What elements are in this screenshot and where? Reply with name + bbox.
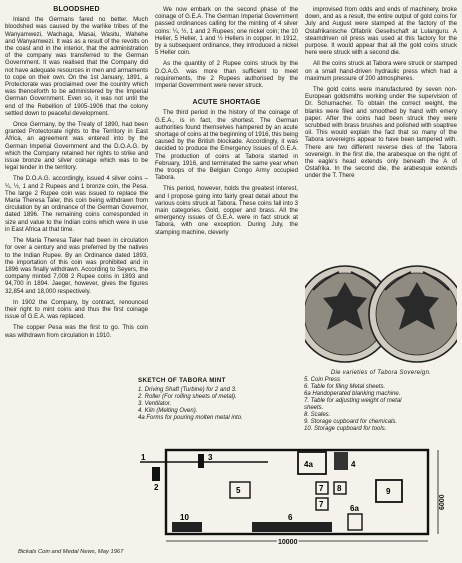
paragraph: This period, however, holds the greatest interest, and I propose going into fairly great detail about the various coins struck at Tabora. These coins fall into 3 main categories. Gold, copper and brass. All the emergency issues of G.E.A. were in fact struck at Tabora, with one exception. During July, the stamping machine, cleverly [155, 185, 298, 236]
paragraph: We now embark on the second phase of the coinage of G.E.A. The German Imperial Government passed ordinances calling for the minting of 4 silver coins: ¼, ½, 1 and 2 Rupees; one nickel coin; the 10 Heller, 5 Heller, 1 and ½ Hellers in copper. In 1912, by a subsequent ordinance, they introduced a nickel 5 Heller coin. [155, 6, 298, 57]
footer-source: Bickals Coin and Medal News, May 1967 [18, 549, 124, 555]
plan-label-4: 4 [351, 460, 356, 469]
text-column-3 [305, 6, 457, 184]
plan-item-10 [172, 522, 202, 532]
plan-label-9: 9 [386, 487, 391, 496]
plan-label-8: 8 [337, 484, 342, 493]
legend-item: 7. Table for adjusting weight of metal [304, 398, 402, 404]
heading-bloodshed: BLOODSHED [53, 6, 100, 13]
paragraph: The copper Pesa was the first to go. This coin was withdrawn from circulation in 1910. [5, 324, 148, 339]
plan-label-6: 6 [288, 513, 293, 522]
legend-item: 10. Storage cupboard for tools. [304, 426, 387, 432]
text-column-2 [155, 6, 298, 240]
plan-label-2: 2 [154, 483, 159, 492]
paragraph: All the coins struck at Tabora were struck or stamped on a small hand-driven hydraulic press which had a maximum pressure of 200 atmospheres. [305, 60, 457, 82]
paragraph: improvised from odds and ends of machinery, broke down, and as a result, the entire output of gold coins for July and August were stamped at the factory of the Ostafrikanische Olfabrik Gesellschaft at Lulanguru. A steamdriven oil press was used at this factory for the purpose. It would appear that all the gold coins struck here were struck with a second die. [305, 6, 457, 57]
plan-height-label: 6000 [439, 494, 446, 510]
plan-label-3: 3 [208, 453, 213, 462]
mint-floor-plan [138, 440, 458, 548]
coin-die-illustration [305, 260, 457, 368]
plan-item-2 [152, 467, 160, 481]
plan-item-3 [198, 454, 204, 468]
legend-item: 3. Ventilator. [138, 401, 172, 407]
sketch-legend-right [304, 377, 458, 433]
paragraph: In 1902 the Company, by contract, renounced their right to mint coins and thus the first coinage issue of G.E.A. was replaced. [5, 298, 148, 321]
legend-item: 1. Driving Shaft (Turbine) for 2 and 3. [138, 387, 237, 393]
plan-label-1: 1 [141, 453, 146, 462]
paragraph: The Maria Theresa Taler had been in circulation for over a century and was preferred by the natives to the Indian Rupee. By an Ordinance dated 1893, the importation of this coin was prohibited and in 1896 was finally withdrawn. According to Seyers, the company minted 7,008 2 Rupee coins in 1893 and 94,700 in 1894. Jaeger, however, gives the figures 32,854 and 18,000 respectively. [5, 237, 148, 295]
coin-right-image [369, 266, 457, 362]
paragraph: Once Germany, by the Treaty of 1890, had been granted Protectorate rights to the Territory in East Africa, an agreement was entered into by the German Imperial Government and the D.O.A.G. by which the Company retained her rights to strike and issue bronze and silver coinage which was to be legal tender in the territory. [5, 121, 148, 172]
plan-label-5: 5 [236, 486, 241, 495]
plan-item-6 [252, 522, 332, 532]
plan-label-7b: 7 [319, 500, 324, 509]
plan-width-label: 10000 [278, 539, 298, 546]
legend-item: 2. Roller (For rolling sheets of metal). [138, 394, 237, 400]
paragraph: Inland the Germans fared no better. Much bloodshed was caused by the warlike tribes of the Wanyamwezi, Wachaga, Masai, Wasitu, Wahehe and Wanyamwezi. It was as a result of the revolts on the coast and in the interior, that the administration of the company was transferred to the German Government. It was realised that the Company did not have adequate resources in men and armaments to cope on their own. On the 1st January, 1891, a Protectorate was proclaimed over the country which was thenceforth to be administered by the Imperial German Government. Even so, it was not until the end of the Rebellion of 1905-1906 that the colony settled down to peaceful development. [5, 16, 148, 117]
legend-item: 8. Scales. [304, 412, 331, 418]
paragraph: The D.O.A.G. accordingly, issued 4 silver coins – ¼, ½, 1 and 2 Rupees and 1 bronze coin, the Pesa. The large 2 Rupee coin was issued to replace the Maria Theresa Taler, this coin being withdrawn from circulation by an ordinance of the German Governor, dated 1896. The remaining coins corresponded in size and value to the Indian coins which were in use in East Africa at that time. [5, 175, 148, 233]
legend-item: 9. Storage cupboard for chemicals. [304, 419, 398, 425]
paragraph: The third period in the history of the coinage of G.E.A., is in fact, the shortest. The German authorities found themselves hampered by an acute shortage of coins at the beginning of 1916, this being caused by the British blockade. Accordingly, it was decided to produce the Emergency Issues of G.E.A. The production of coins at Tabora started in February, 1916, and terminated the same year when the troops of the Belgian Congo Army occupied Tabora. [155, 109, 298, 182]
paragraph: The gold coins were manufactured by seven non-European goldsmiths working under the supervision of Dr. Schumacher. To obtain the correct weight, the blanks were filed and smoothed by hand with emery paper. After the coins had been struck they were scrubbed with brass brushes and polished with soaptree oil. This would explain the fact that so many of the Tabora sovereigns appear to have been tampered with. There are two different reverse dies of the Tabora sovereign. In the first die, the arabesque on the right of the eagle's head extends only beneath the A of Ostafrika. In the second die, the arabesque extends under the T. There [305, 86, 457, 180]
legend-item: 4. Kiln (Melting Oven). [138, 408, 198, 414]
legend-item: 6. Table for filing Metal sheets. [304, 384, 386, 390]
sketch-legend-left [138, 387, 298, 422]
plan-label-6a: 6a [350, 504, 359, 513]
plan-label-7a: 7 [319, 484, 324, 493]
plan-label-4a: 4a [304, 460, 313, 469]
legend-item: sheets. [304, 405, 324, 411]
legend-item: 5. Coin Press [304, 377, 341, 383]
paragraph: As the quantity of 2 Rupee coins struck by the D.O.A.G. was more than sufficient to meet requirements, the 2 Rupees authorised by the Imperial Government were never struck. [155, 60, 298, 90]
heading-acute-shortage: ACUTE SHORTAGE [192, 99, 261, 107]
sketch-title: SKETCH OF TABORA MINT [138, 377, 226, 384]
text-column-1 [5, 6, 148, 343]
plan-item-4 [334, 452, 348, 470]
plan-label-10: 10 [180, 513, 189, 522]
legend-item: 6a Handoperated blanking machine. [304, 391, 401, 397]
coin-caption: Die varieties of Tabora Sovereign. [330, 370, 432, 376]
legend-item: 4a Forms for pouring molten metal into. [138, 415, 243, 421]
